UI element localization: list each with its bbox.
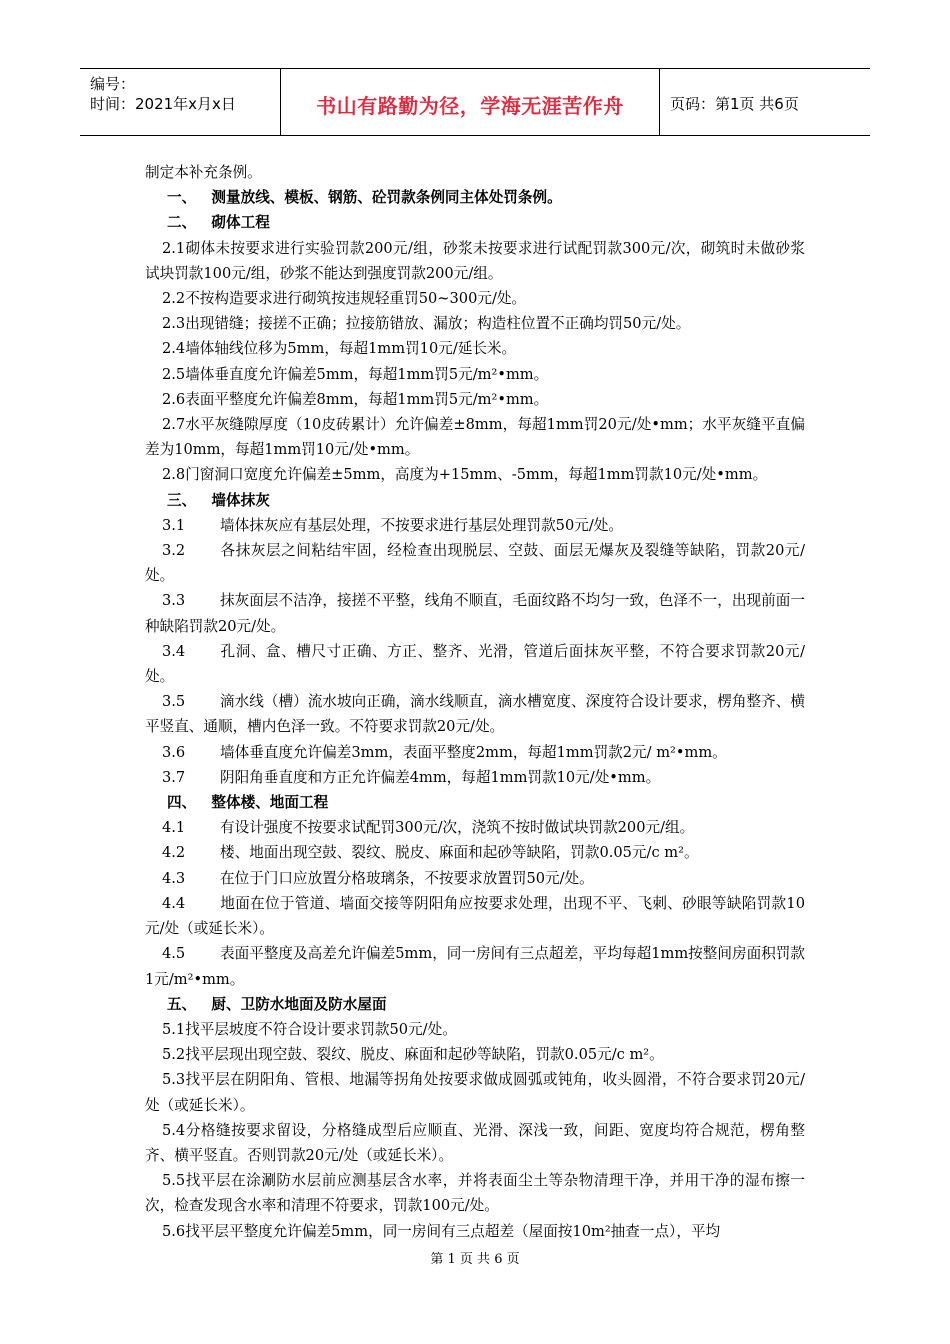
page-footer: 第 1 页 共 6 页 [430, 1252, 520, 1267]
clause-text: 孔洞、盒、槽尺寸正确、方正、整齐、光滑，管道后面抹灰平整，不符合要求罚款20元/处。 [145, 642, 805, 686]
clause-number: 3.1 [162, 516, 186, 534]
clause-4-2 [145, 840, 805, 865]
clause-3-3 [145, 588, 805, 638]
clause-text: 阴阳角垂直度和方正允许偏差4mm，每超1mm罚款10元/处•mm。 [220, 768, 661, 786]
clause-number: 4.3 [162, 869, 186, 887]
document-body [145, 160, 805, 1244]
header-motto: 书山有路勤为径，学海无涯苦作舟 [316, 94, 624, 118]
clause-2-7: 2.7水平灰缝隙厚度（10皮砖累计）允许偏差±8mm，每超1mm罚20元/处•mm；水平灰缝平直偏差为10mm，每超1mm罚10元/处•mm。 [145, 416, 805, 459]
clause-number: 3.5 [162, 693, 186, 711]
clause-4-4 [145, 891, 805, 941]
clause-5-4: 5.4分格缝按要求留设，分格缝成型后应顺直、光滑、深浅一致，间距、宽度均符合规范，楞角整齐、横平竖直。否则罚款20元/处（或延长米）。 [145, 1121, 805, 1164]
document-header [80, 68, 870, 136]
clause-text: 楼、地面出现空鼓、裂纹、脱皮、麻面和起砂等缺陷，罚款0.05元/c m²。 [220, 844, 699, 862]
clause-5-3: 5.3找平层在阴阳角、管根、地漏等拐角处按要求做成圆弧或钝角，收头圆滑，不符合要求罚20元/处（或延长米）。 [145, 1071, 805, 1114]
clause-2-3: 2.3出现错缝；接搓不正确；拉接筋错放、漏放；构造柱位置不正确均罚50元/处。 [162, 315, 691, 333]
clause-text: 各抹灰层之间粘结牢固，经检查出现脱层、空鼓、面层无爆灰及裂缝等缺陷，罚款20元/处。 [145, 542, 805, 585]
intro-line: 制定本补充条例。 [145, 164, 262, 181]
section-5-heading: 五、 厨、卫防水地面及防水屋面 [167, 995, 387, 1013]
clause-number: 3.2 [162, 542, 186, 560]
section-3-heading: 三、 墙体抹灰 [167, 491, 270, 509]
clause-3-6 [145, 740, 805, 765]
document-time: 时间：2021年x月x日 [90, 95, 236, 113]
clause-number: 3.3 [162, 592, 186, 610]
clause-3-1 [145, 513, 805, 538]
clause-number: 3.7 [162, 768, 186, 786]
clause-3-7 [145, 765, 805, 790]
clause-3-5 [145, 689, 805, 739]
clause-5-6: 5.6找平层平整度允许偏差5mm，同一房间有三点超差（屋面按10m²抽查一点），平均 [162, 1222, 721, 1240]
header-page-cell [660, 69, 870, 135]
clause-4-5 [145, 941, 805, 991]
clause-text: 地面在位于管道、墙面交接等阴阳角应按要求处理，出现不平、飞刺、砂眼等缺陷罚款10元/处（或延长米）。 [145, 894, 805, 938]
clause-4-1 [145, 815, 805, 840]
header-meta-cell [80, 69, 281, 135]
clause-2-1: 2.1砌体未按要求进行实验罚款200元/组，砂浆未按要求进行试配罚款300元/次，砌筑时未做砂浆试块罚款100元/组，砂浆不能达到强度罚款200元/组。 [145, 239, 805, 282]
header-motto-cell [281, 69, 660, 135]
document-number-label: 编号： [90, 75, 136, 93]
clause-5-1: 5.1找平层坡度不符合设计要求罚款50元/处。 [162, 1020, 457, 1038]
clause-5-5: 5.5找平层在涂涮防水层前应测基层含水率，并将表面尘土等杂物清理干净，并用干净的湿布擦一次，检查发现含水率和清理不符要求，罚款100元/处。 [145, 1172, 805, 1215]
clause-3-4 [145, 639, 805, 689]
section-2-heading: 二、 砌体工程 [167, 214, 270, 232]
clause-number: 4.1 [162, 819, 186, 837]
clause-text: 滴水线（槽）流水坡向正确，滴水线顺直，滴水槽宽度、深度符合设计要求，楞角整齐、横平竖直、通顺，槽内色泽一致。不符要求罚款20元/处。 [145, 693, 805, 736]
clause-text: 墙体垂直度允许偏差3mm，表面平整度2mm，每超1mm罚款2元/ m²•mm。 [220, 743, 727, 761]
section-4-heading: 四、 整体楼、地面工程 [167, 794, 329, 812]
clause-2-6: 2.6表面平整度允许偏差8mm，每超1mm罚5元/m²•mm。 [162, 390, 549, 408]
clause-number: 4.2 [162, 844, 186, 862]
clause-text: 墙体抹灰应有基层处理，不按要求进行基层处理罚款50元/处。 [220, 516, 623, 534]
clause-5-2: 5.2找平层现出现空鼓、裂纹、脱皮、麻面和起砂等缺陷，罚款0.05元/c m²。 [162, 1046, 664, 1064]
clause-text: 在位于门口应放置分格玻璃条，不按要求放置罚50元/处。 [220, 869, 594, 887]
clause-number: 4.4 [162, 894, 186, 912]
clause-text: 有设计强度不按要求试配罚300元/次，浇筑不按时做试块罚款200元/组。 [220, 819, 695, 837]
clause-number: 3.6 [162, 743, 186, 761]
clause-4-3 [145, 866, 805, 891]
clause-2-5: 2.5墙体垂直度允许偏差5mm，每超1mm罚5元/m²•mm。 [162, 365, 549, 383]
clause-3-2 [145, 538, 805, 588]
clause-2-8: 2.8门窗洞口宽度允许偏差±5mm，高度为+15mm、-5mm，每超1mm罚款10元/处•mm。 [162, 466, 768, 484]
clause-number: 3.4 [162, 642, 186, 660]
header-page-info: 页码：第1页 共6页 [670, 95, 799, 113]
clause-text: 抹灰面层不洁净，接搓不平整，线角不顺直，毛面纹路不均匀一致，色泽不一，出现前面一种缺陷罚款20元/处。 [145, 592, 805, 635]
clause-2-2: 2.2不按构造要求进行砌筑按违规轻重罚50~300元/处。 [162, 290, 527, 308]
clause-text: 表面平整度及高差允许偏差5mm，同一房间有三点超差，平均每超1mm按整间房面积罚款1元/m²•mm。 [145, 945, 805, 988]
clause-2-4: 2.4墙体轴线位移为5mm，每超1mm罚10元/延长米。 [162, 340, 517, 358]
section-1-heading: 一、 测量放线、模板、钢筋、砼罚款条例同主体处罚条例。 [167, 189, 562, 207]
clause-number: 4.5 [162, 945, 186, 963]
